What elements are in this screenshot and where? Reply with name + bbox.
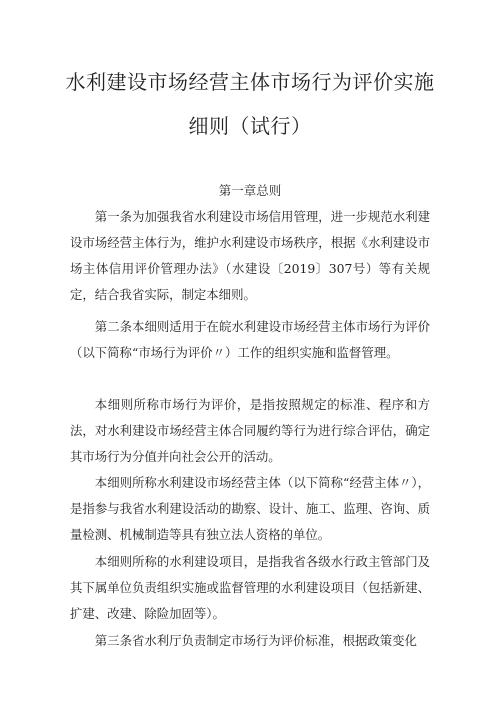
paragraph-article-3: 第三条省水利厅负责制定市场行为评价标准，根据政策变化 — [94, 633, 417, 648]
paragraph-article-2: 第二条本细则适用于在皖水利建设市场经营主体市场行为评价（以下简称“市场行为评价〃）工作的组织实施和监督管理。 — [70, 319, 430, 360]
paragraph-article-1: 第一条为加强我省水利建设市场信用管理，进一步规范水利建设市场经营主体行为，维护水利建设市场秩序，根据《水利建设市场主体信用评价管理办法》（水建设〔2019〕307号）等有关规定，结合我省实际，制定本细则。 — [70, 209, 430, 302]
paragraph-definition-project: 本细则所称的水利建设项目，是指我省各级水行政主管部门及其下属单位负责组织实施或监督管理的水利建设项目（包括新建、扩建、改建、除险加固等）。 — [70, 554, 430, 621]
document-title-line-2: 细则（试行） — [188, 114, 312, 138]
paragraph-definition-market-entity: 本细则所称水利建设市场经营主体（以下简称“经营主体〃），是指参与我省水利建设活动的勘察、设计、施工、监理、咨询、质量检测、机械制造等具有独立法人资格的单位。 — [70, 475, 430, 542]
chapter-heading: 第一章总则 — [218, 183, 282, 198]
paragraph-definition-market-behavior: 本细则所称市场行为评价，是指按照规定的标准、程序和方法，对水利建设市场经营主体合同履约等行为进行综合评估，确定其市场行为分值并向社会公开的活动。 — [70, 397, 430, 464]
document-title-line-1: 水利建设市场经营主体市场行为评价实施 — [65, 70, 435, 94]
